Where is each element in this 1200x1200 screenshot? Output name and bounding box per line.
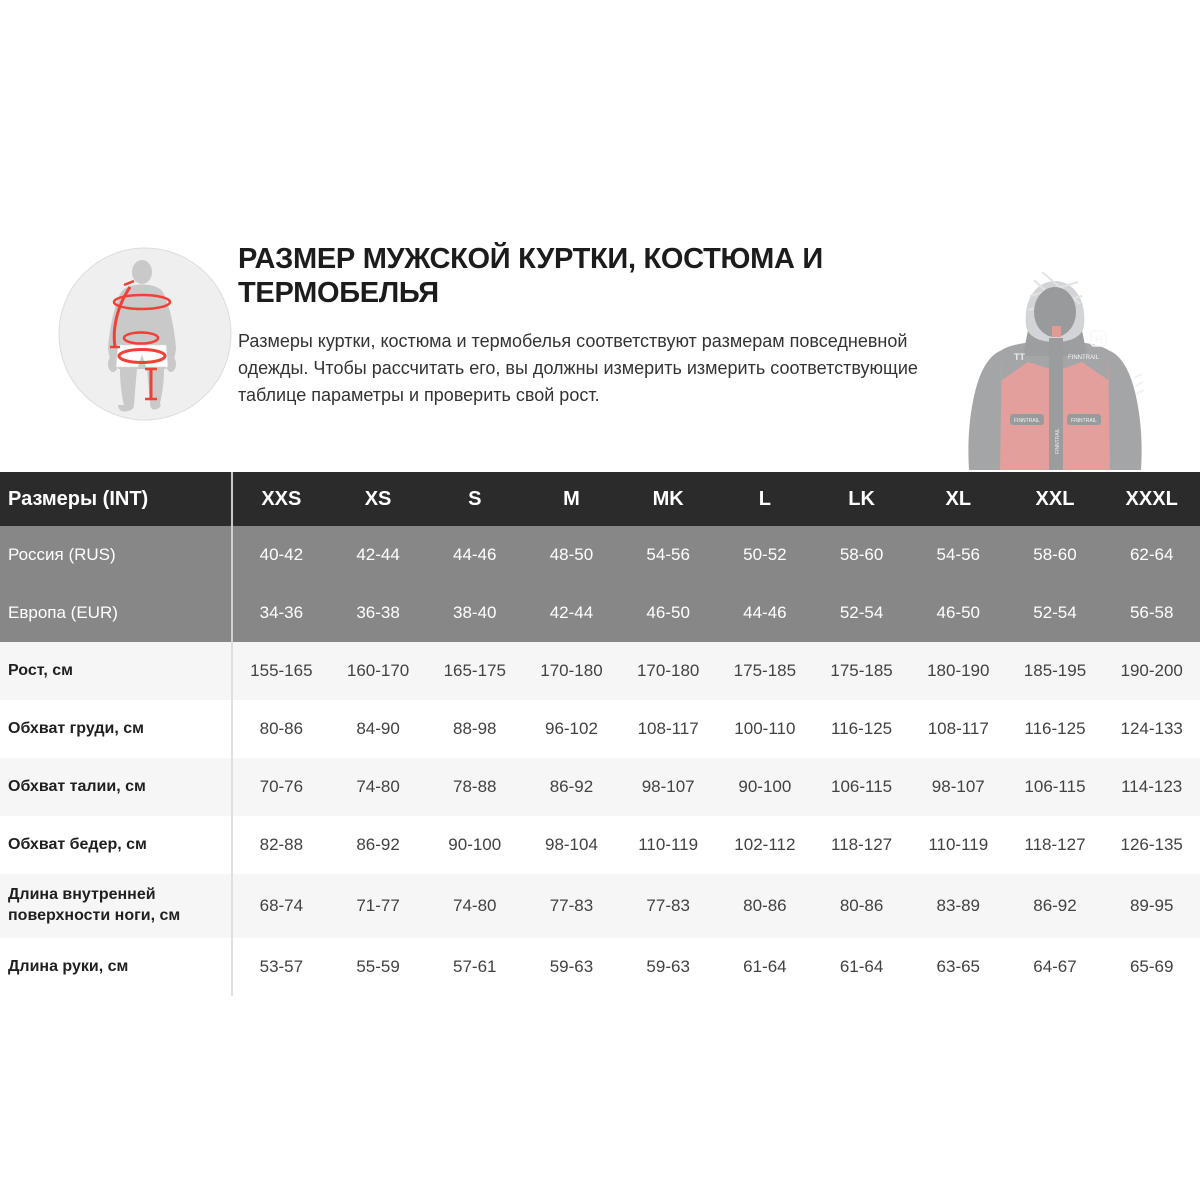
measure-row-label: Обхват бедер, см (0, 816, 233, 874)
region-value-cell: 34-36 (259, 603, 304, 622)
region-value-cell: 62-64 (1129, 545, 1174, 564)
table-header-row (0, 472, 1200, 526)
region-value-cell: 58-60 (839, 545, 884, 564)
measure-value-cell: 74-80 (453, 896, 497, 915)
region-value-cell: 48-50 (549, 545, 594, 564)
measure-row-label: Длина внутренней поверхности ноги, см (0, 874, 233, 938)
measure-value-cell: 180-190 (927, 661, 990, 680)
measure-value-cell: 175-185 (733, 661, 797, 680)
measure-value-cell: 116-125 (1024, 719, 1086, 738)
region-value-cell: 44-46 (453, 545, 497, 564)
region-value-cell: 54-56 (646, 545, 690, 564)
size-column-header: XS (364, 487, 392, 510)
size-column-header: XL (945, 487, 972, 510)
measure-row (0, 816, 1200, 874)
measure-value-cell: 64-67 (1033, 957, 1077, 976)
measure-value-cell: 86-92 (1033, 896, 1077, 915)
size-guide-section (0, 0, 1200, 472)
measure-value-cell: 108-117 (927, 719, 989, 738)
measure-value-cell: 126-135 (1120, 835, 1183, 854)
measure-value-cell: 86-92 (549, 777, 594, 796)
measure-value-cell: 98-107 (931, 777, 985, 796)
measure-value-cell: 88-98 (453, 719, 497, 738)
svg-text:FINNTRAIL: FINNTRAIL (1055, 428, 1061, 454)
region-value-cell: 42-44 (356, 545, 400, 564)
size-column-header: S (468, 487, 482, 510)
hero-text-block (238, 242, 928, 409)
measure-value-cell: 59-63 (549, 957, 594, 976)
measure-value-cell: 57-61 (453, 957, 497, 976)
measure-value-cell: 106-115 (1024, 777, 1086, 796)
region-value-cell: 44-46 (743, 603, 787, 622)
size-column-header: XXS (261, 487, 302, 510)
size-column-header: MK (652, 487, 684, 510)
measure-value-cell: 96-102 (544, 719, 598, 738)
measure-value-cell: 78-88 (453, 777, 497, 796)
page-description: Размеры куртки, костюма и термобелья соответствуют размерам повседневной одежды. Чтобы рассчитать его, вы должны измерить измерить соответствующие таблице параметры и проверить свой рост. (238, 331, 918, 405)
measure-value-cell: 170-180 (636, 661, 700, 680)
region-value-cell: 54-56 (936, 545, 981, 564)
svg-text:R: R (1095, 334, 1103, 346)
measure-value-cell: 118-127 (831, 835, 893, 854)
region-row-label: Россия (RUS) (0, 526, 233, 584)
measure-value-cell: 74-80 (356, 777, 400, 796)
measure-value-cell: 70-76 (259, 777, 304, 796)
measure-value-cell: 106-115 (831, 777, 893, 796)
measure-value-cell: 82-88 (259, 835, 304, 854)
measure-value-cell: 98-107 (641, 777, 695, 796)
measure-value-cell: 110-119 (928, 835, 989, 854)
measure-value-cell: 116-125 (831, 719, 893, 738)
region-row (0, 584, 1200, 642)
region-value-cell: 50-52 (743, 545, 787, 564)
measure-value-cell: 77-83 (646, 896, 690, 915)
measure-value-cell: 77-83 (549, 896, 594, 915)
region-value-cell: 42-44 (549, 603, 594, 622)
measure-value-cell: 190-200 (1120, 661, 1183, 680)
measure-value-cell: 68-74 (259, 896, 304, 915)
jacket-graphic (968, 272, 1144, 470)
region-row-label: Европа (EUR) (0, 584, 233, 642)
svg-text:TT: TT (1014, 352, 1025, 362)
measure-value-cell: 98-104 (544, 835, 598, 854)
measure-value-cell: 80-86 (259, 719, 304, 738)
size-column-header: L (758, 487, 771, 510)
measure-value-cell: 102-112 (734, 835, 796, 854)
svg-text:FINNTRAIL: FINNTRAIL (1071, 418, 1097, 424)
size-table (0, 472, 1200, 996)
measure-value-cell: 155-165 (250, 661, 313, 680)
region-value-cell: 52-54 (839, 603, 884, 622)
measure-row (0, 700, 1200, 758)
measure-value-cell: 185-195 (1023, 661, 1087, 680)
measure-value-cell: 90-100 (738, 777, 792, 796)
measure-value-cell: 61-64 (743, 957, 787, 976)
measure-value-cell: 175-185 (830, 661, 893, 680)
measure-row-label: Рост, см (0, 642, 233, 700)
corner-label: Размеры (INT) (0, 472, 233, 526)
measure-row (0, 938, 1200, 996)
region-value-cell: 56-58 (1129, 603, 1174, 622)
region-row (0, 526, 1200, 584)
measure-value-cell: 114-123 (1121, 777, 1183, 796)
measure-row-label: Обхват талии, см (0, 758, 233, 816)
region-value-cell: 40-42 (259, 545, 304, 564)
body-measurements-illustration (58, 247, 232, 421)
svg-text:FINNTRAIL: FINNTRAIL (1068, 355, 1100, 361)
measure-value-cell: 86-92 (356, 835, 400, 854)
measure-row-label: Обхват груди, см (0, 700, 233, 758)
measure-value-cell: 65-69 (1129, 957, 1174, 976)
measure-value-cell: 59-63 (646, 957, 690, 976)
region-value-cell: 46-50 (936, 603, 981, 622)
measure-value-cell: 84-90 (356, 719, 400, 738)
svg-text:FINNTRAIL: FINNTRAIL (1014, 418, 1040, 424)
size-column-header: XXL (1035, 487, 1075, 510)
measure-value-cell: 83-89 (936, 896, 981, 915)
measure-value-cell: 71-77 (356, 896, 400, 915)
measure-value-cell: 124-133 (1120, 719, 1183, 738)
size-column-header: LK (848, 487, 875, 510)
measure-value-cell: 80-86 (839, 896, 884, 915)
measure-value-cell: 108-117 (637, 719, 699, 738)
product-jacket-image (950, 238, 1165, 470)
measure-row (0, 758, 1200, 816)
region-value-cell: 38-40 (453, 603, 497, 622)
measure-value-cell: 61-64 (839, 957, 884, 976)
measure-row (0, 874, 1200, 938)
measure-value-cell: 89-95 (1129, 896, 1174, 915)
size-column-header: XXXL (1125, 487, 1178, 510)
region-value-cell: 52-54 (1033, 603, 1077, 622)
region-value-cell: 36-38 (356, 603, 400, 622)
measure-value-cell: 118-127 (1024, 835, 1086, 854)
page-title: РАЗМЕР МУЖСКОЙ КУРТКИ, КОСТЮМА И ТЕРМОБЕЛЬЯ (238, 243, 823, 309)
measure-row-label: Длина руки, см (0, 938, 233, 996)
measure-value-cell: 165-175 (443, 661, 506, 680)
region-value-cell: 46-50 (646, 603, 690, 622)
measure-value-cell: 100-110 (734, 719, 796, 738)
region-value-cell: 58-60 (1033, 545, 1077, 564)
measure-value-cell: 80-86 (743, 896, 787, 915)
size-column-header: M (563, 487, 580, 510)
measure-row (0, 642, 1200, 700)
measure-value-cell: 160-170 (346, 661, 410, 680)
measure-value-cell: 170-180 (540, 661, 603, 680)
measure-value-cell: 53-57 (259, 957, 304, 976)
measure-value-cell: 63-65 (936, 957, 981, 976)
measure-value-cell: 55-59 (356, 957, 400, 976)
measure-value-cell: 110-119 (638, 835, 699, 854)
measure-value-cell: 90-100 (448, 835, 502, 854)
